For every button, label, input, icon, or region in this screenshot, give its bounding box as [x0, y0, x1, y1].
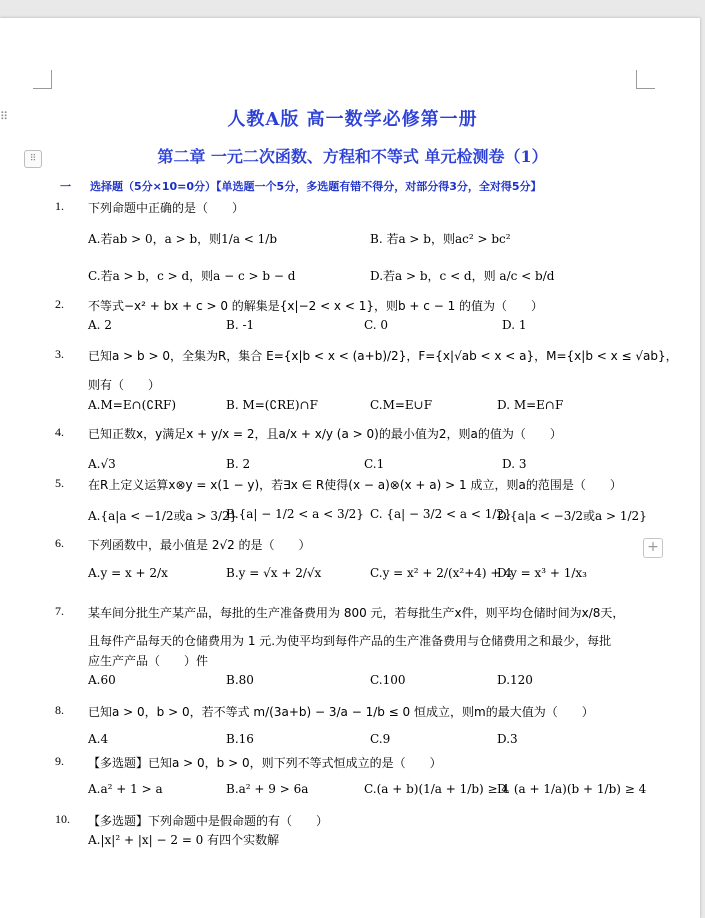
option-d: D.120	[497, 673, 533, 687]
option-d: D.{a|a < −3/2或a > 1/2}	[497, 509, 647, 523]
question-stem-continued: 则有（ ）	[88, 378, 161, 392]
option-c: C.9	[370, 732, 391, 746]
option-b: B. M=(∁RE)∩F	[226, 398, 318, 412]
option-a: A. 2	[88, 318, 112, 332]
option-b: B. 2	[226, 457, 251, 471]
question-number: 4.	[55, 425, 64, 439]
question-number: 3.	[55, 347, 64, 361]
question-stem: 下列函数中，最小值是 2√2 的是（ ）	[88, 538, 311, 552]
add-block-button[interactable]: +	[643, 538, 663, 558]
option-a: A.|x|² + |x| − 2 = 0 有四个实数解	[88, 833, 280, 847]
section-number: 一	[60, 180, 71, 193]
question-stem-continued: 且每件产品每天的仓储费用为 1 元.为使平均到每件产品的生产准备费用与仓储费用之和最少，每批	[88, 634, 612, 648]
option-b: B.a² + 9 > 6a	[226, 782, 309, 796]
option-a: A.若ab > 0，a > b，则1/a < 1/b	[88, 232, 278, 246]
section-text: 选择题（5分×10=0分）【单选题一个5分，多选题有错不得分，对部分得3分，全对得5分】	[90, 180, 542, 193]
option-d: D.3	[497, 732, 518, 746]
option-b: B.y = √x + 2/√x	[226, 566, 322, 580]
document-title: 人教A版 高一数学必修第一册	[227, 109, 478, 130]
option-a: A.4	[88, 732, 109, 746]
question-number: 10.	[55, 812, 70, 826]
question-stem: 已知a > 0，b > 0，若不等式 m/(3a+b) − 3/a − 1/b ≤ 0 恒成立，则m的最大值为（ ）	[88, 705, 594, 719]
option-d: D. 1	[502, 318, 527, 332]
question-stem: 不等式−x² + bx + c > 0 的解集是{x|−2 < x < 1}，则b + c − 1 的值为（ ）	[88, 299, 544, 313]
option-d: D. 3	[502, 457, 527, 471]
option-b: B.{a| − 1/2 < a < 3/2}	[226, 507, 364, 521]
option-c: C. {a| − 3/2 < a < 1/2}	[370, 507, 512, 521]
question-number: 6.	[55, 536, 64, 550]
question-number: 8.	[55, 703, 64, 717]
question-number: 9.	[55, 754, 64, 768]
option-c: C.100	[370, 673, 406, 687]
option-c: C.若a > b，c > d，则a − c > b − d	[88, 269, 296, 283]
option-c: C. 0	[364, 318, 389, 332]
option-c: C.1	[364, 457, 385, 471]
document-subtitle: 第二章 一元二次函数、方程和不等式 单元检测卷（1）	[157, 147, 548, 166]
question-number: 2.	[55, 297, 64, 311]
margin-drag-icon[interactable]: ⠿	[0, 110, 9, 123]
option-b: B. -1	[226, 318, 255, 332]
block-drag-handle-icon[interactable]: ⠿	[24, 150, 42, 168]
question-stem: 在R上定义运算x⊗y = x(1 − y)，若∃x ∈ R使得(x − a)⊗(x + a) > 1 成立，则a的范围是（ ）	[88, 478, 622, 492]
option-d: D. (a + 1/a)(b + 1/b) ≥ 4	[497, 782, 647, 796]
page-corner-mark-right	[636, 70, 655, 89]
option-a: A.√3	[88, 457, 116, 471]
option-a: A.60	[88, 673, 116, 687]
question-stem: 已知a > b > 0，全集为R，集合 E={x|b < x < (a+b)/2}，F={x|√ab < x < a}，M={x|b < x ≤ √ab}，	[88, 349, 678, 363]
option-d: D. M=E∩F	[497, 398, 564, 412]
option-a: A.M=E∩(∁RF)	[88, 398, 176, 412]
option-a: A.y = x + 2/x	[88, 566, 168, 580]
option-c: C.y = x² + 2/(x²+4) + 4	[370, 566, 512, 580]
question-number: 7.	[55, 604, 64, 618]
question-stem: 某车间分批生产某产品，每批的生产准备费用为 800 元，若每批生产x件，则平均仓储时间为x/8天，	[88, 606, 625, 620]
option-d: D.y = x³ + 1/x₃	[497, 566, 587, 580]
option-b: B.80	[226, 673, 254, 687]
question-number: 1.	[55, 199, 64, 213]
question-stem: 已知正数x，y满足x + y/x = 2，且a/x + x/y (a > 0)的最小值为2，则a的值为（ ）	[88, 427, 562, 441]
question-number: 5.	[55, 476, 64, 490]
question-stem: 【多选题】已知a > 0，b > 0，则下列不等式恒成立的是（ ）	[88, 756, 442, 770]
option-c: C.M=E∪F	[370, 398, 433, 412]
option-b: B.16	[226, 732, 254, 746]
option-c: C.(a + b)(1/a + 1/b) ≥ 4	[364, 782, 510, 796]
question-stem: 【多选题】下列命题中是假命题的有（ ）	[88, 814, 329, 828]
option-a: A.a² + 1 > a	[88, 782, 163, 796]
option-b: B. 若a > b，则ac² > bc²	[370, 232, 511, 246]
page-corner-mark-left	[33, 70, 52, 89]
question-stem: 下列命题中正确的是（ ）	[88, 201, 245, 215]
option-a: A.{a|a < −1/2或a > 3/2}	[88, 509, 238, 523]
question-stem-continued: 应生产产品（ ）件	[88, 654, 209, 668]
section-heading	[60, 178, 542, 194]
option-d: D.若a > b，c < d，则 a/c < b/d	[370, 269, 555, 283]
